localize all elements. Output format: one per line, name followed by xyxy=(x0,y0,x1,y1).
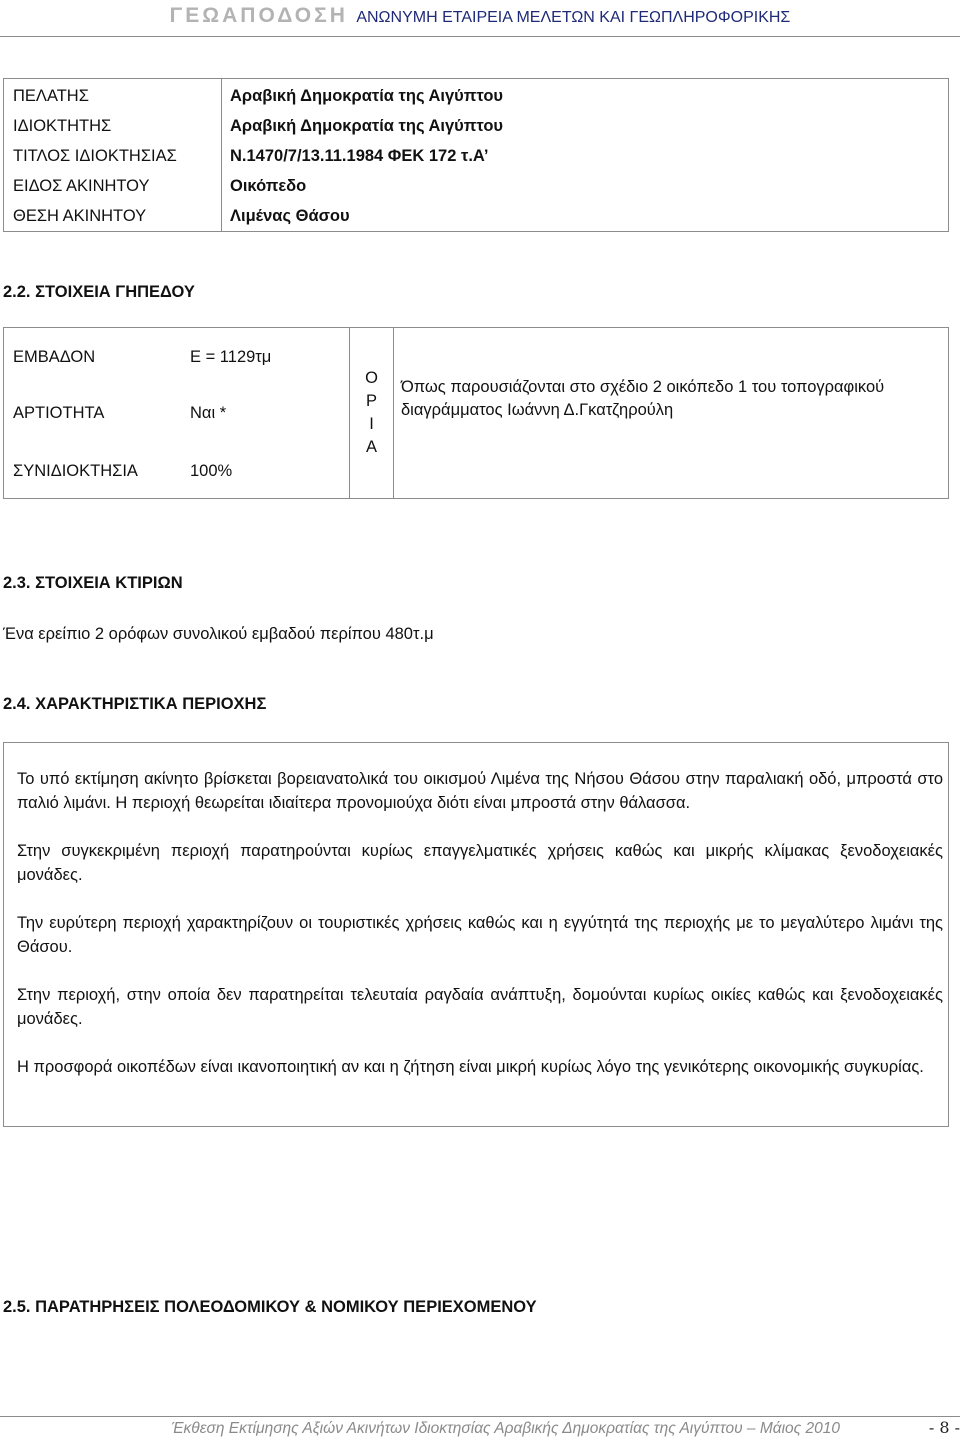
buildings-description: Ένα ερείπιο 2 ορόφων συνολικού εμβαδού περίπου 480τ.μ xyxy=(3,625,434,643)
table-row xyxy=(4,81,944,111)
area-characteristics-box xyxy=(3,742,949,1127)
paragraph: Στην συγκεκριμένη περιοχή παρατηρούνται κυρίως επαγγελματικές χρήσεις καθώς και μικρής κλίμακας ξενοδοχειακές μονάδες. xyxy=(17,842,943,884)
company-subtitle: ΑΝΩΝΥΜΗ ΕΤΑΙΡΕΙΑ ΜΕΛΕΤΩΝ ΚΑΙ ΓΕΩΠΛΗΡΟΦΟΡΙΚΗΣ xyxy=(356,9,791,26)
table-row xyxy=(4,111,944,141)
boundaries-letter: Ο xyxy=(365,369,378,387)
boundaries-letter: Α xyxy=(365,438,377,456)
row-label-location: ΘΕΣΗ ΑΚΙΝΗΤΟΥ xyxy=(13,207,147,225)
regularity-label: ΑΡΤΙΟΤΗΤΑ xyxy=(13,404,105,422)
area-label: ΕΜΒΑΔΟΝ xyxy=(13,348,96,366)
row-label-title-deed: ΤΙΤΛΟΣ ΙΔΙΟΚΤΗΣΙΑΣ xyxy=(13,147,177,165)
footer-divider xyxy=(0,1416,960,1417)
page-header xyxy=(0,4,960,28)
section-2-5-title: 2.5. ΠΑΡΑΤΗΡΗΣΕΙΣ ΠΟΛΕΟΔΟΜΙΚΟΥ & ΝΟΜΙΚΟΥ ΠΕΡΙΕΧΟΜΕΝΟΥ xyxy=(3,1298,537,1316)
table-row xyxy=(4,141,944,171)
company-brand: ΓΕΩΑΠΟΔΟΣΗ xyxy=(169,4,348,27)
row-value-title-deed: Ν.1470/7/13.11.1984 ΦΕΚ 172 τ.Α’ xyxy=(230,147,489,165)
row-label-owner: ΙΔΙΟΚΤΗΤΗΣ xyxy=(13,117,112,135)
co-ownership-label: ΣΥΝΙΔΙΟΚΤΗΣΙΑ xyxy=(13,462,138,480)
row-value-location: Λιμένας Θάσου xyxy=(230,207,350,225)
boundaries-note: Όπως παρουσιάζονται στο σχέδιο 2 οικόπεδο 1 του τοπογραφικού διαγράμματος Ιωάννη Δ.Γκατζηρούλη xyxy=(401,378,885,419)
boundaries-vertical-label xyxy=(349,367,394,459)
boundaries-letter: Ι xyxy=(369,415,374,433)
co-ownership-value: 100% xyxy=(190,462,233,480)
row-value-client: Αραβική Δημοκρατία της Αιγύπτου xyxy=(230,87,504,105)
regularity-value: Ναι * xyxy=(190,404,227,422)
section-2-3-title: 2.3. ΣΤΟΙΧΕΙΑ ΚΤΙΡΙΩΝ xyxy=(3,574,183,592)
owner-info-table xyxy=(3,78,949,232)
section-2-2-title: 2.2. ΣΤΟΙΧΕΙΑ ΓΗΠΕΔΟΥ xyxy=(3,283,195,301)
paragraph: Την ευρύτερη περιοχή χαρακτηρίζουν οι τουριστικές χρήσεις καθώς και η εγγύτητά της περιοχής με το μεγαλύτερο λιμάνι της Θάσου. xyxy=(17,914,943,956)
section-2-4-title: 2.4. ΧΑΡΑΚΤΗΡΙΣΤΙΚΑ ΠΕΡΙΟΧΗΣ xyxy=(3,695,267,713)
row-label-property-type: ΕΙΔΟΣ ΑΚΙΝΗΤΟΥ xyxy=(13,177,150,195)
paragraph: Το υπό εκτίμηση ακίνητο βρίσκεται βορειανατολικά του οικισμού Λιμένα της Νήσου Θάσου στην παραλιακή οδό, μπροστά στο παλιό λιμάνι. Η περιοχή θεωρείται ιδιαίτερα προνομιούχα διότι είναι μπροστά στην θάλασσα. xyxy=(17,770,943,812)
area-value: Ε = 1129τμ xyxy=(190,348,272,366)
paragraph: Στην περιοχή, στην οποία δεν παρατηρείται τελευταία ραγδαία ανάπτυξη, δομούνται κυρίως οικίες καθώς και ξενοδοχειακές μονάδες. xyxy=(17,986,943,1028)
plot-info-table xyxy=(3,327,949,499)
paragraph: Η προσφορά οικοπέδων είναι ικανοποιητική αν και η ζήτηση είναι μικρή κυρίως λόγο της γενικότερης οικονομικής συγκυρίας. xyxy=(17,1058,924,1076)
page-number: - 8 - xyxy=(928,1418,960,1437)
row-value-owner: Αραβική Δημοκρατία της Αιγύπτου xyxy=(230,117,504,135)
table-row xyxy=(4,171,944,201)
boundaries-letter: Ρ xyxy=(365,392,377,410)
table-row xyxy=(4,201,944,231)
footer-document-title: Έκθεση Εκτίμησης Αξιών Ακινήτων Ιδιοκτησίας Αραβικής Δημοκρατίας της Αιγύπτου – Μάιος 2010 xyxy=(171,1420,840,1437)
row-value-property-type: Οικόπεδο xyxy=(230,177,307,195)
header-divider xyxy=(0,36,960,37)
row-label-client: ΠΕΛΑΤΗΣ xyxy=(13,87,89,105)
